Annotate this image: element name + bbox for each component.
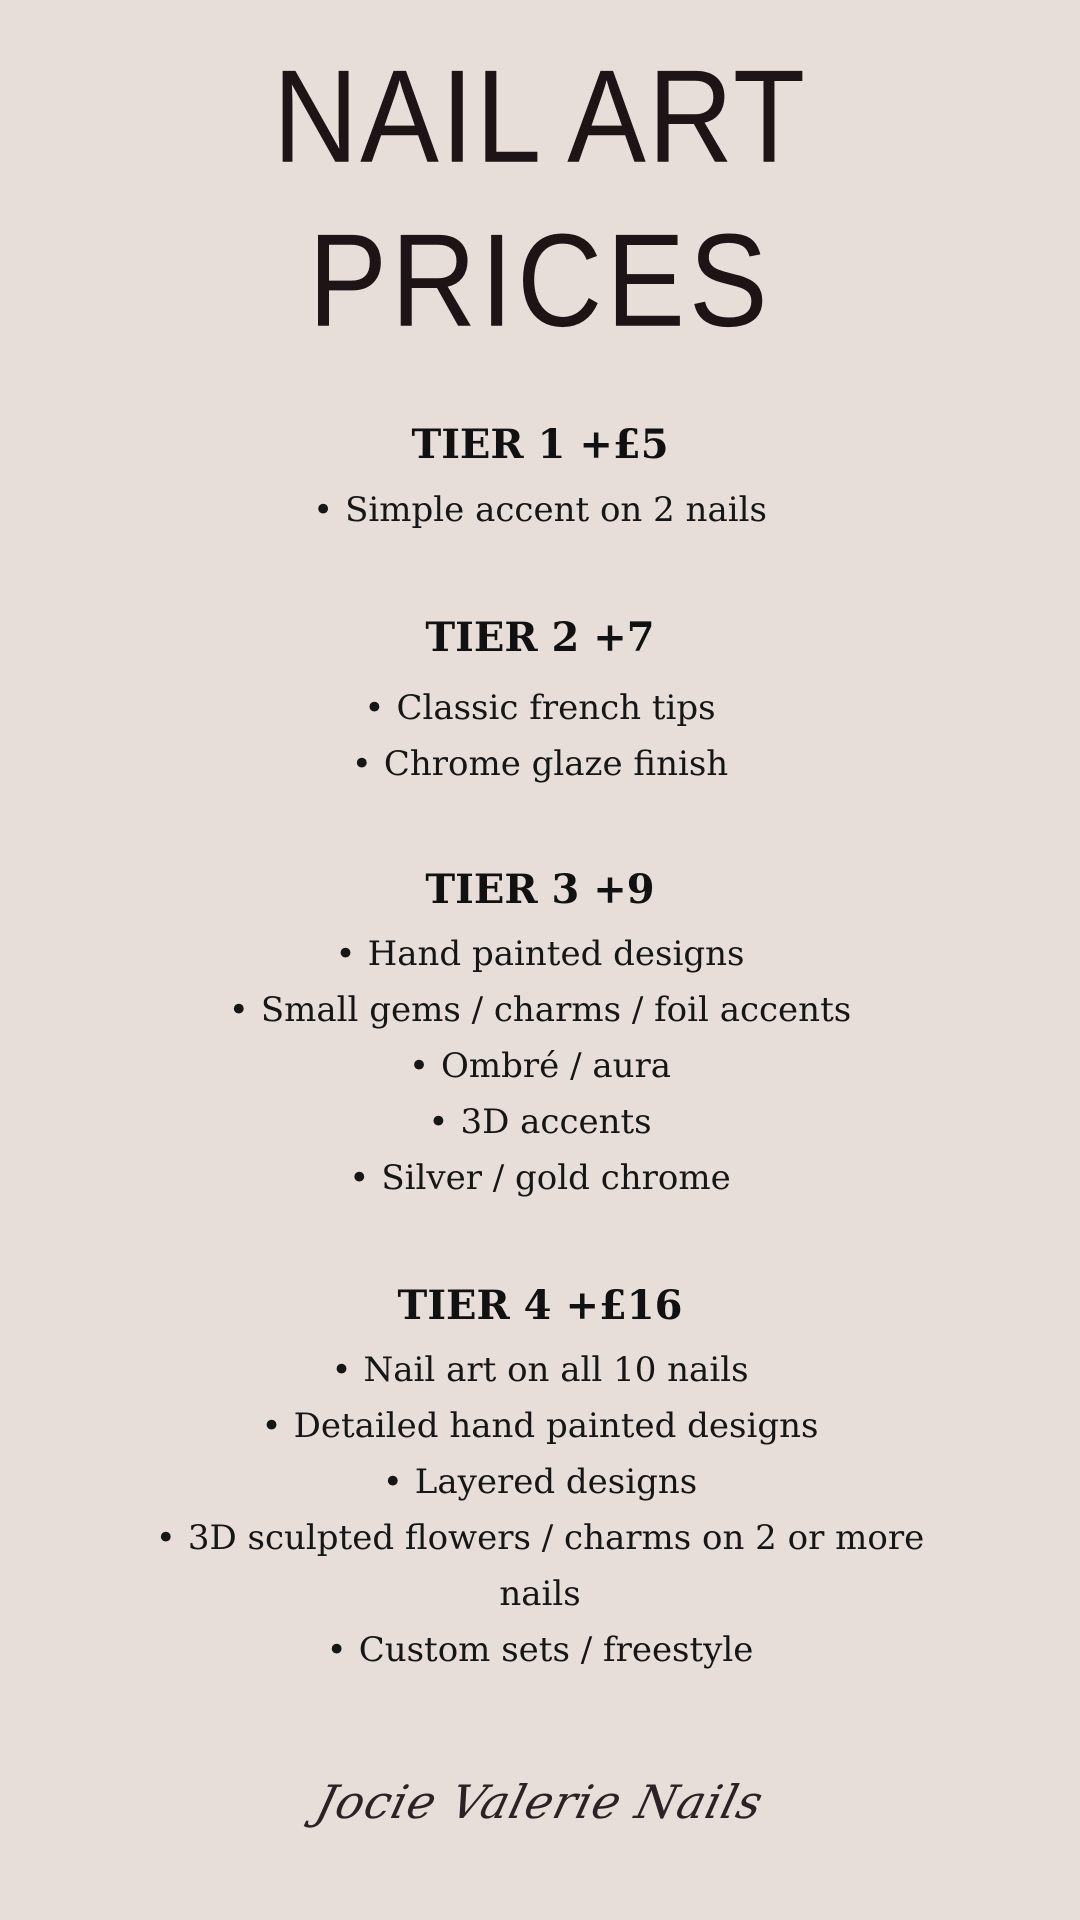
tier-3-item [0,1094,1080,1150]
bullet: • [228,990,249,1030]
tier-3-item [0,1150,1080,1206]
bullet: • [313,490,334,530]
tier-3-heading: TIER 3 +9 [425,866,655,913]
tier-4-item [0,1342,1080,1398]
tier-2-list [0,680,1080,792]
tier-item-label: 3D accents [460,1102,652,1142]
tier-item-label: Nail art on all 10 nails [363,1350,749,1390]
tier-item-label: Custom sets / freestyle [358,1630,754,1670]
tier-4-item [0,1622,1080,1678]
bullet: • [335,934,356,974]
tier-1-item [0,482,1080,538]
bullet: • [382,1462,403,1502]
tier-1-section [0,421,1080,538]
bullet: • [349,1158,370,1198]
tier-4-item [0,1454,1080,1510]
tier-item-label: Simple accent on 2 nails [345,490,767,530]
tier-item-label: Classic french tips [396,688,716,728]
bullet: • [326,1630,347,1670]
bullet: • [155,1518,176,1558]
tier-item-label: 3D sculpted flowers / charms on 2 or more nails [187,1518,925,1614]
tier-2-item [0,680,1080,736]
bullet: • [428,1102,449,1142]
tier-4-list [0,1342,1080,1678]
tier-3-item [0,982,1080,1038]
tier-item-label: Small gems / charms / foil accents [260,990,852,1030]
tier-1-list [0,482,1080,538]
tier-2-heading: TIER 2 +7 [425,614,655,661]
brand-signature: Jocie Valerie Nails [310,1775,770,1829]
tier-4-item [0,1398,1080,1454]
bullet: • [408,1046,430,1086]
tier-3-item [0,926,1080,982]
tier-3-item [0,1038,1080,1094]
bullet: • [364,688,385,728]
tier-4-section [0,1282,1080,1678]
tier-item-label: Detailed hand painted designs [293,1406,819,1446]
tier-1-heading: TIER 1 +£5 [411,421,669,468]
bullet: • [351,744,372,784]
tier-2-section [0,614,1080,792]
tier-3-section [0,866,1080,1206]
page-title-line-2: PRICES [308,207,772,355]
tier-4-item [110,1510,970,1622]
page-title-line-1: NAIL ART [272,43,808,191]
tier-3-list [0,926,1080,1206]
tier-4-heading: TIER 4 +£16 [397,1282,683,1329]
bullet: • [261,1406,282,1446]
tier-item-label: Ombré / aura [441,1046,672,1086]
tier-item-label: Hand painted designs [367,934,745,974]
tier-2-item [0,736,1080,792]
bullet: • [331,1350,352,1390]
tier-item-label: Layered designs [414,1462,698,1502]
tier-item-label: Chrome glaze finish [383,744,729,784]
tier-item-label: Silver / gold chrome [381,1158,731,1198]
